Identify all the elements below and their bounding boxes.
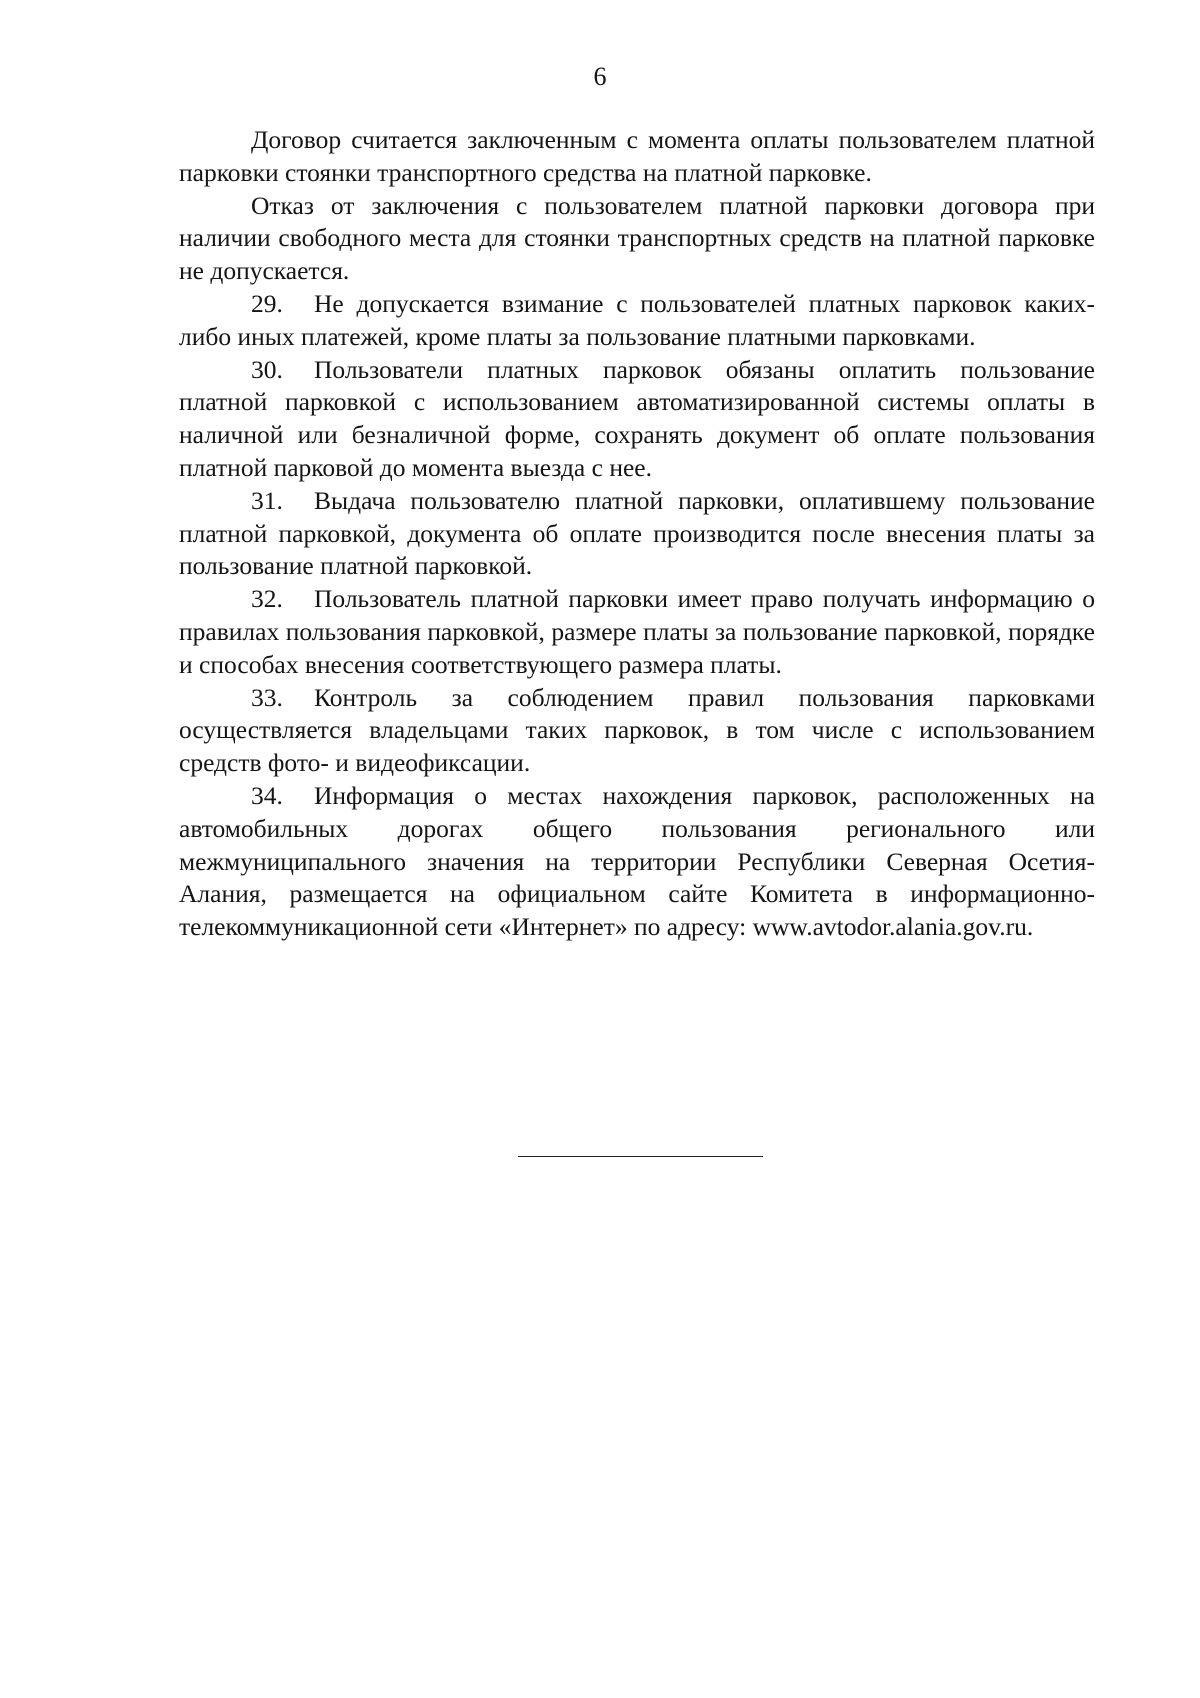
paragraph-32 (179, 583, 1095, 681)
paragraph-text: Пользователь платной парковки имеет право получать информацию о правилах пользования парковкой, размере платы за пользование парковкой, порядке и способах внесения соответствующего размера платы. (179, 584, 1095, 679)
paragraph-number: 33. (251, 682, 283, 712)
document-body (179, 124, 1095, 944)
paragraph-34 (179, 780, 1095, 944)
end-of-document-rule (518, 1156, 763, 1157)
paragraph-number: 29. (251, 288, 283, 318)
paragraph-number: 30. (251, 354, 283, 384)
paragraph-text: Информация о местах нахождения парковок, расположенных на автомобильных дорогах общего пользования регионального или межмуниципального значения на территории Республики Северная Осетия-Алания, размещается на официальном сайте Комитета в информационно-телекоммуникационной сети «Интернет» по адресу: www.avtodor.alania.gov.ru. (179, 780, 1095, 942)
paragraph-text: Договор считается заключенным с момента оплаты пользователем платной парковки стоянки транспортного средства на платной парковке. (179, 125, 1095, 187)
paragraph-text: Выдача пользователю платной парковки, оплатившему пользование платной парковкой, документа об оплате производится после внесения платы за пользование платной парковкой. (179, 485, 1095, 581)
paragraph-refusal (179, 190, 1095, 288)
paragraph-30 (179, 354, 1095, 485)
paragraph-number: 31. (251, 485, 283, 515)
paragraph-text: Пользователи платных парковок обязаны оплатить пользование платной парковкой с использованием автоматизированной системы оплаты в наличной или безналичной форме, сохранять документ об оплате пользования платной парковой до момента выезда с нее. (179, 354, 1095, 482)
paragraph-text: Не допускается взимание с пользователей платных парковок каких-либо иных платежей, кроме платы за пользование платными парковками. (179, 288, 1095, 351)
paragraph-33 (179, 682, 1095, 780)
paragraph-31 (179, 485, 1095, 583)
paragraph-contract-concluded (179, 124, 1095, 190)
paragraph-text: Отказ от заключения с пользователем платной парковки договора при наличии свободного места для стоянки транспортных средств на платной парковке не допускается. (179, 190, 1095, 286)
paragraph-number: 32. (251, 584, 283, 614)
paragraph-29 (179, 288, 1095, 354)
page-number: 6 (593, 62, 607, 91)
paragraph-number: 34. (251, 780, 283, 810)
paragraph-text: Контроль за соблюдением правил пользования парковками осуществляется владельцами таких парковок, в том числе с использованием средств фото- и видеофиксации. (179, 682, 1095, 778)
